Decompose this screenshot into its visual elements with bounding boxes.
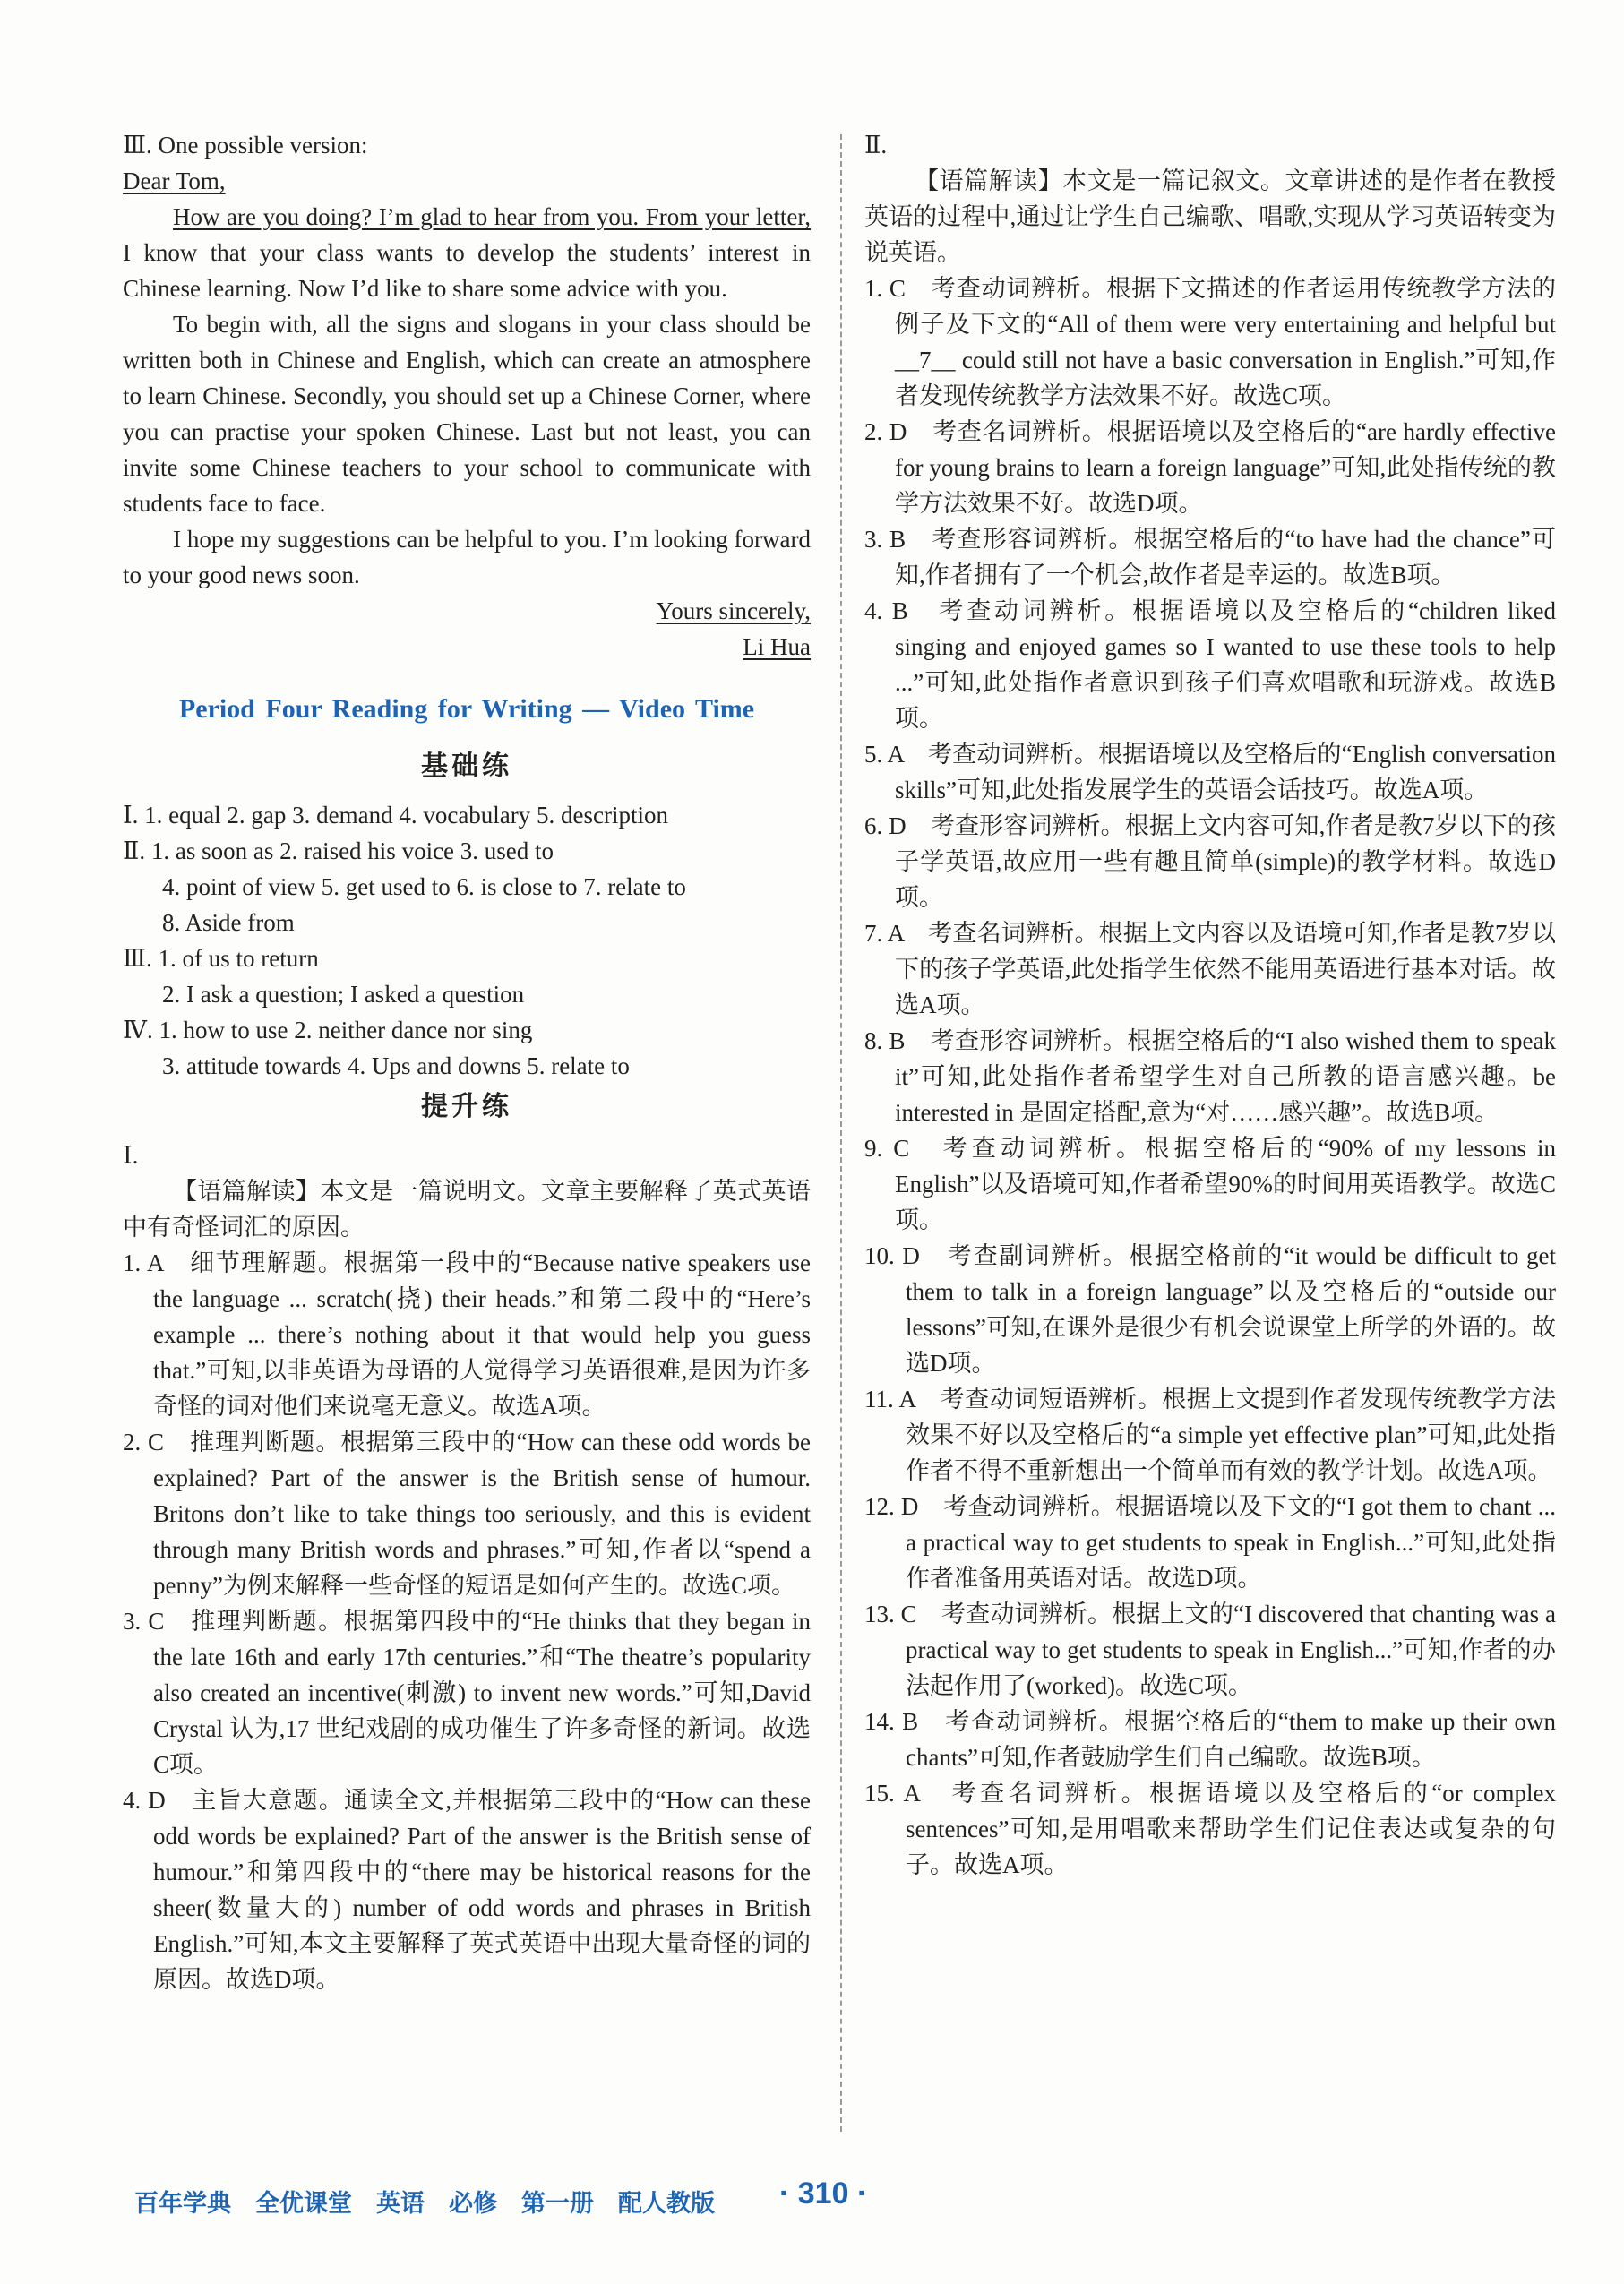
column-divider [840,134,842,2132]
passage-i-summary: 【语篇解读】本文是一篇说明文。文章主要解释了英式英语中有奇怪词汇的原因。 [123,1178,811,1241]
right-column [864,127,1556,1883]
basic-line-5: Ⅲ. 1. of us to return [123,945,319,972]
letter-paragraph-3: I hope my suggestions can be helpful to you. I’m looking forward to your good news soon. [123,526,811,588]
letter-paragraph-1 [123,199,811,306]
answer-item: 15. A 考查名词辨析。根据语境以及空格后的“or complex sentences”可知,是用唱歌来帮助学生们记住表达或复杂的句子。故选A项。 [864,1780,1556,1878]
basic-section-title: 基础练 [421,751,512,782]
letter-paragraph-2: To begin with, all the signs and slogans in your class should be written both in Chinese and English, which can create an atmosphere to learn Chinese. Secondly, you should set up a Chinese Corner, where you can practise your spoken Chinese. Last but not least, you can invite some Chinese teachers to your school to communicate with students face to face. [123,311,811,517]
answer-item: 14. B 考查动词辨析。根据空格后的“them to make up their own chants”可知,作者鼓励学生们自己编歌。故选B项。 [864,1708,1556,1771]
answer-item: 9. C 考查动词辨析。根据空格后的“90% of my lessons in English”以及语境可知,作者希望90%的时间用英语教学。故选C项。 [864,1135,1556,1233]
answer-item: 3. C 推理判断题。根据第四段中的“He thinks that they began in the late 16th and early 17th centuries.”和“The theatre’s popularity also created an incentive(刺激) to invent new words.”可知,David Crystal 认为,17 世纪戏剧的成功催生了许多奇怪的新词。故选C项。 [123,1608,811,1778]
basic-line-2: Ⅱ. 1. as soon as 2. raised his voice 3. used to [123,837,554,864]
answer-item: 12. D 考查动词辨析。根据语境以及下文的“I got them to chant ... a practical way to get students to speak in English...”可知,此处指作者准备用英语对话。故选D项。 [864,1493,1556,1592]
version-heading: Ⅲ. One possible version: [123,132,368,159]
basic-line-4: 8. Aside from [162,909,295,936]
passage-i-heading: Ⅰ. [123,1142,139,1169]
answer-item: 3. B 考查形容词辨析。根据空格后的“to have had the chance”可知,作者拥有了一个机会,故作者是幸运的。故选B项。 [864,526,1556,588]
basic-line-8: 3. attitude towards 4. Ups and downs 5. relate to [162,1052,630,1079]
passage-ii-heading: Ⅱ. [864,132,888,159]
improve-section-title: 提升练 [421,1091,512,1122]
letter-closing: Yours sincerely, [656,597,811,624]
answer-item: 10. D 考查副词辨析。根据空格前的“it would be difficult to get them to talk in a foreign language”以及空格后的“outside our lessons”可知,在课外是很少有机会说课堂上所学的外语的。故选D项。 [864,1242,1556,1377]
footer-series: 百年学典 全优课堂 英语 必修 第一册 配人教版 [134,2190,715,2218]
answer-item: 4. B 考查动词辨析。根据语境以及空格后的“children liked singing and enjoyed games so I wanted to use these tools to help ...”可知,此处指作者意识到孩子们喜欢唱歌和玩游戏。故选B项。 [864,597,1556,732]
answer-item: 6. D 考查形容词辨析。根据上文内容可知,作者是教7岁以下的孩子学英语,故应用一些有趣且简单(simple)的教学材料。故选D项。 [864,812,1556,911]
letter-paragraph-1-rest: I know that your class wants to develop the students’ interest in Chinese learning. Now I’d like to share some advice with you. [123,239,811,302]
passage-ii-summary: 【语篇解读】本文是一篇记叙文。文章讲述的是作者在教授英语的过程中,通过让学生自己编歌、唱歌,实现从学习英语转变为说英语。 [864,167,1556,266]
basic-line-7: Ⅳ. 1. how to use 2. neither dance nor sing [123,1017,533,1043]
period-title: Period Four Reading for Writing — Video Time [178,694,755,724]
left-column [123,127,811,1997]
answer-item: 4. D 主旨大意题。通读全文,并根据第三段中的“How can these odd words be explained? Part of the answer is the British sense of humour.”和第四段中的“there may be historical reasons for the sheer(数量大的) number of odd words and phrases in British English.”可知,本文主要解释了英式英语中出现大量奇怪的词的原因。故选D项。 [123,1787,811,1993]
basic-line-6: 2. I ask a question; I asked a question [162,981,525,1008]
letter-signature: Li Hua [743,633,811,660]
answer-item: 1. C 考查动词辨析。根据下文描述的作者运用传统教学方法的例子及下文的“All of them were very entertaining and helpful but __7__ could still not have a basic conversation in English.”可知,作者发现传统教学方法效果不好。故选C项。 [864,275,1556,409]
letter-salutation: Dear Tom, [123,167,226,194]
page-number: · 310 · [779,2177,868,2211]
basic-line-1: Ⅰ. 1. equal 2. gap 3. demand 4. vocabulary 5. description [123,802,669,829]
answer-item: 2. C 推理判断题。根据第三段中的“How can these odd words be explained? Part of the answer is the British sense of humour. Britons don’t like to take things too seriously, and this is evident through many British words and phrases.”可知,作者以“spend a penny”为例来解释一些奇怪的短语是如何产生的。故选C项。 [123,1429,811,1599]
answer-item: 11. A 考查动词短语辨析。根据上文提到作者发现传统教学方法效果不好以及空格后的“a simple yet effective plan”可知,此处指作者不得不重新想出一个简单而有效的教学计划。故选A项。 [864,1386,1556,1484]
answer-item: 2. D 考查名词辨析。根据语境以及空格后的“are hardly effective for young brains to learn a foreign language”可知,此处指传统的教学方法效果不好。故选D项。 [864,418,1556,517]
answer-item: 13. C 考查动词辨析。根据上文的“I discovered that chanting was a practical way to get students to speak in English...”可知,作者的办法起作用了(worked)。故选C项。 [864,1601,1556,1699]
answer-item: 8. B 考查形容词辨析。根据空格后的“I also wished them to speak it”可知,此处指作者希望学生对自己所教的语言感兴趣。be interested in 是固定搭配,意为“对……感兴趣”。故选B项。 [864,1027,1556,1126]
answer-item: 5. A 考查动词辨析。根据语境以及空格后的“English conversation skills”可知,此处指发展学生的英语会话技巧。故选A项。 [864,741,1556,803]
answer-item: 1. A 细节理解题。根据第一段中的“Because native speakers use the language ... scratch(挠) their heads.”和第二段中的“Here’s example ... there’s nothing about it that would help you guess that.”可知,以非英语为母语的人觉得学习英语很难,是因为许多奇怪的词对他们来说毫无意义。故选A项。 [123,1249,811,1420]
letter-underlined-phrase: How are you doing? I’m glad to hear from you. From your letter, [173,203,811,230]
basic-line-3: 4. point of view 5. get used to 6. is close to 7. relate to [162,873,686,900]
answer-item: 7. A 考查名词辨析。根据上文内容以及语境可知,作者是教7岁以下的孩子学英语,此处指学生依然不能用英语进行基本对话。故选A项。 [864,920,1556,1018]
